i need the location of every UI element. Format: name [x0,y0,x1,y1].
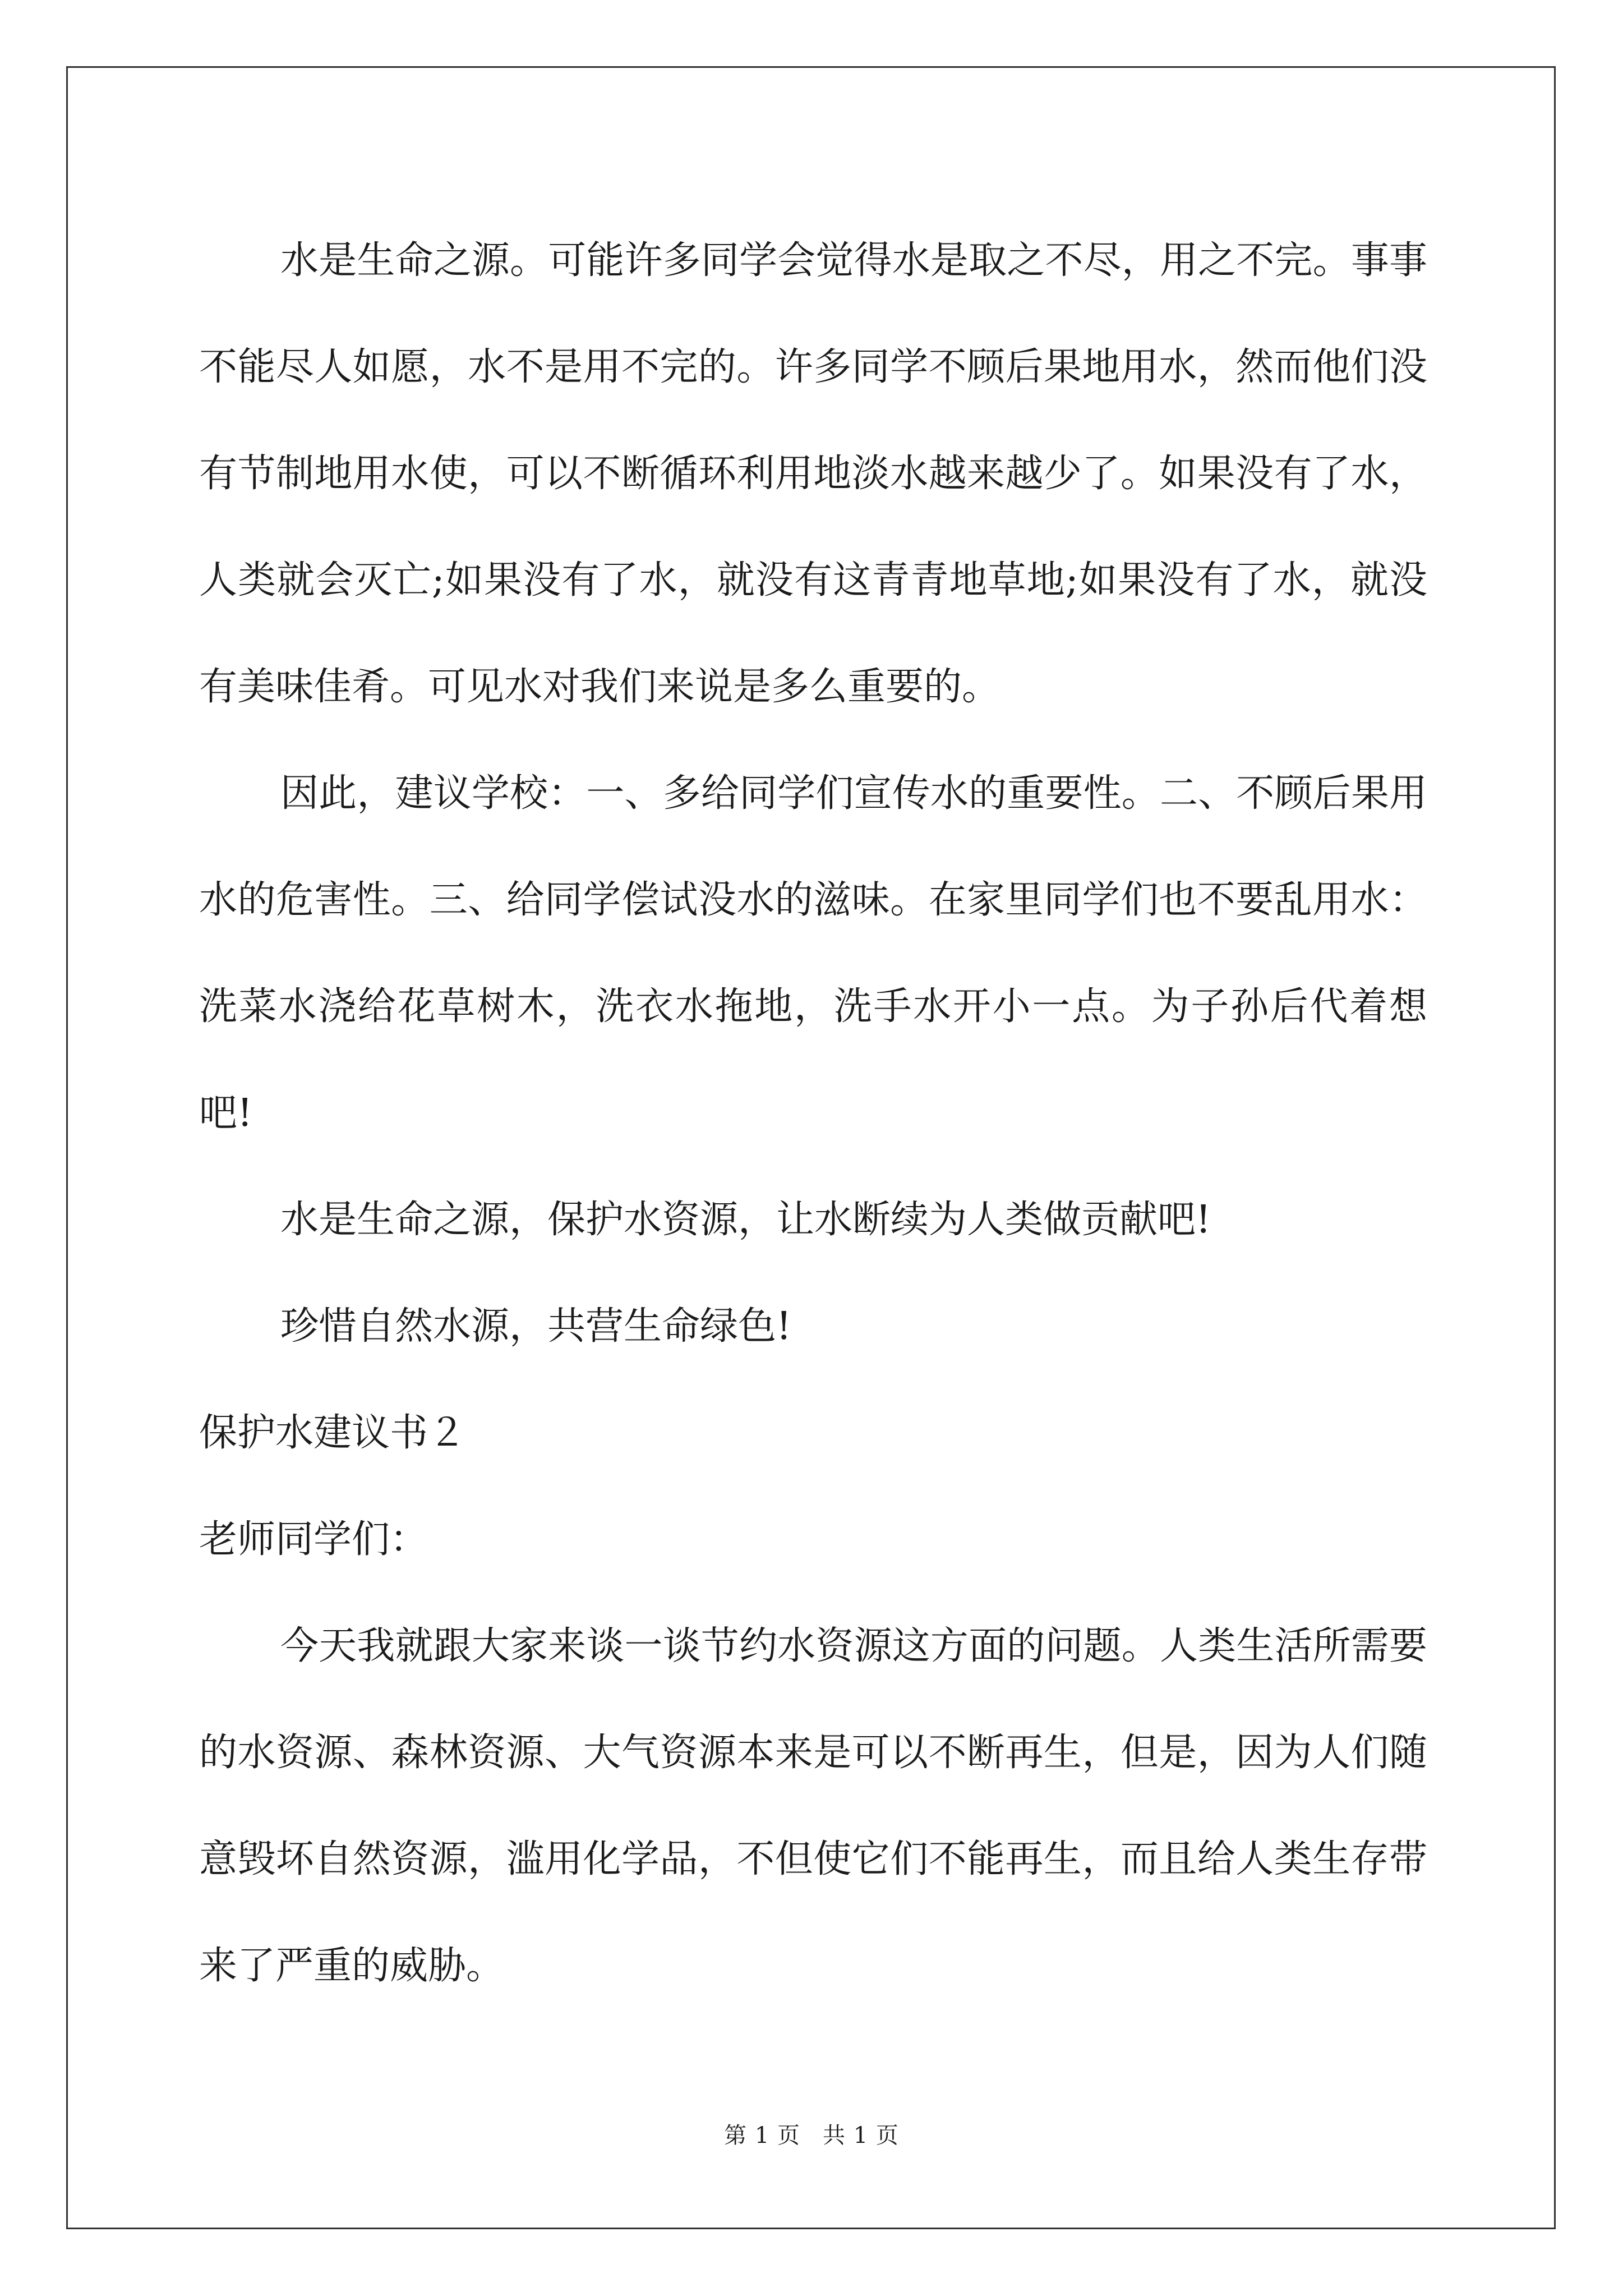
page-number: 第 1 页 [724,2123,800,2148]
page-total: 共 1 页 [823,2123,899,2148]
page-footer [0,2122,1623,2150]
paragraph-3: 水是生命之源，保护水资源，让水断续为人类做贡献吧! [280,1198,1211,1242]
salutation: 老师同学们： [199,1517,428,1562]
paragraph-5: 今天我就跟大家来谈一谈节约水资源这方面的问题。人类生活所需要的水资源、森林资源、大气资源本来是可以不断再生，但是，因为人们随意毁坏自然资源，滥用化学品，不但使它们不能再生，而且给人类生存带来了严重的威胁。 [199,1624,1427,1988]
document-body [199,208,1427,2019]
paragraph-4: 珍惜自然水源，共营生命绿色! [280,1304,792,1349]
paragraph-2: 因此，建议学校：一、多给同学们宣传水的重要性。二、不顾后果用水的危害性。三、给同学偿试没水的滋味。在家里同学们也不要乱用水：洗菜水浇给花草树木，洗衣水拖地，洗手水开小一点。为子孙后代着想吧! [199,771,1427,1135]
paragraph-1: 水是生命之源。可能许多同学会觉得水是取之不尽，用之不完。事事不能尽人如愿，水不是用不完的。许多同学不顾后果地用水，然而他们没有节制地用水使，可以不断循环利用地淡水越来越少了。如果没有了水，人类就会灭亡;如果没有了水，就没有这青青地草地;如果没有了水，就没有美味佳肴。可见水对我们来说是多么重要的。 [199,238,1427,709]
section-heading: 保护水建议书２ [199,1411,467,1455]
